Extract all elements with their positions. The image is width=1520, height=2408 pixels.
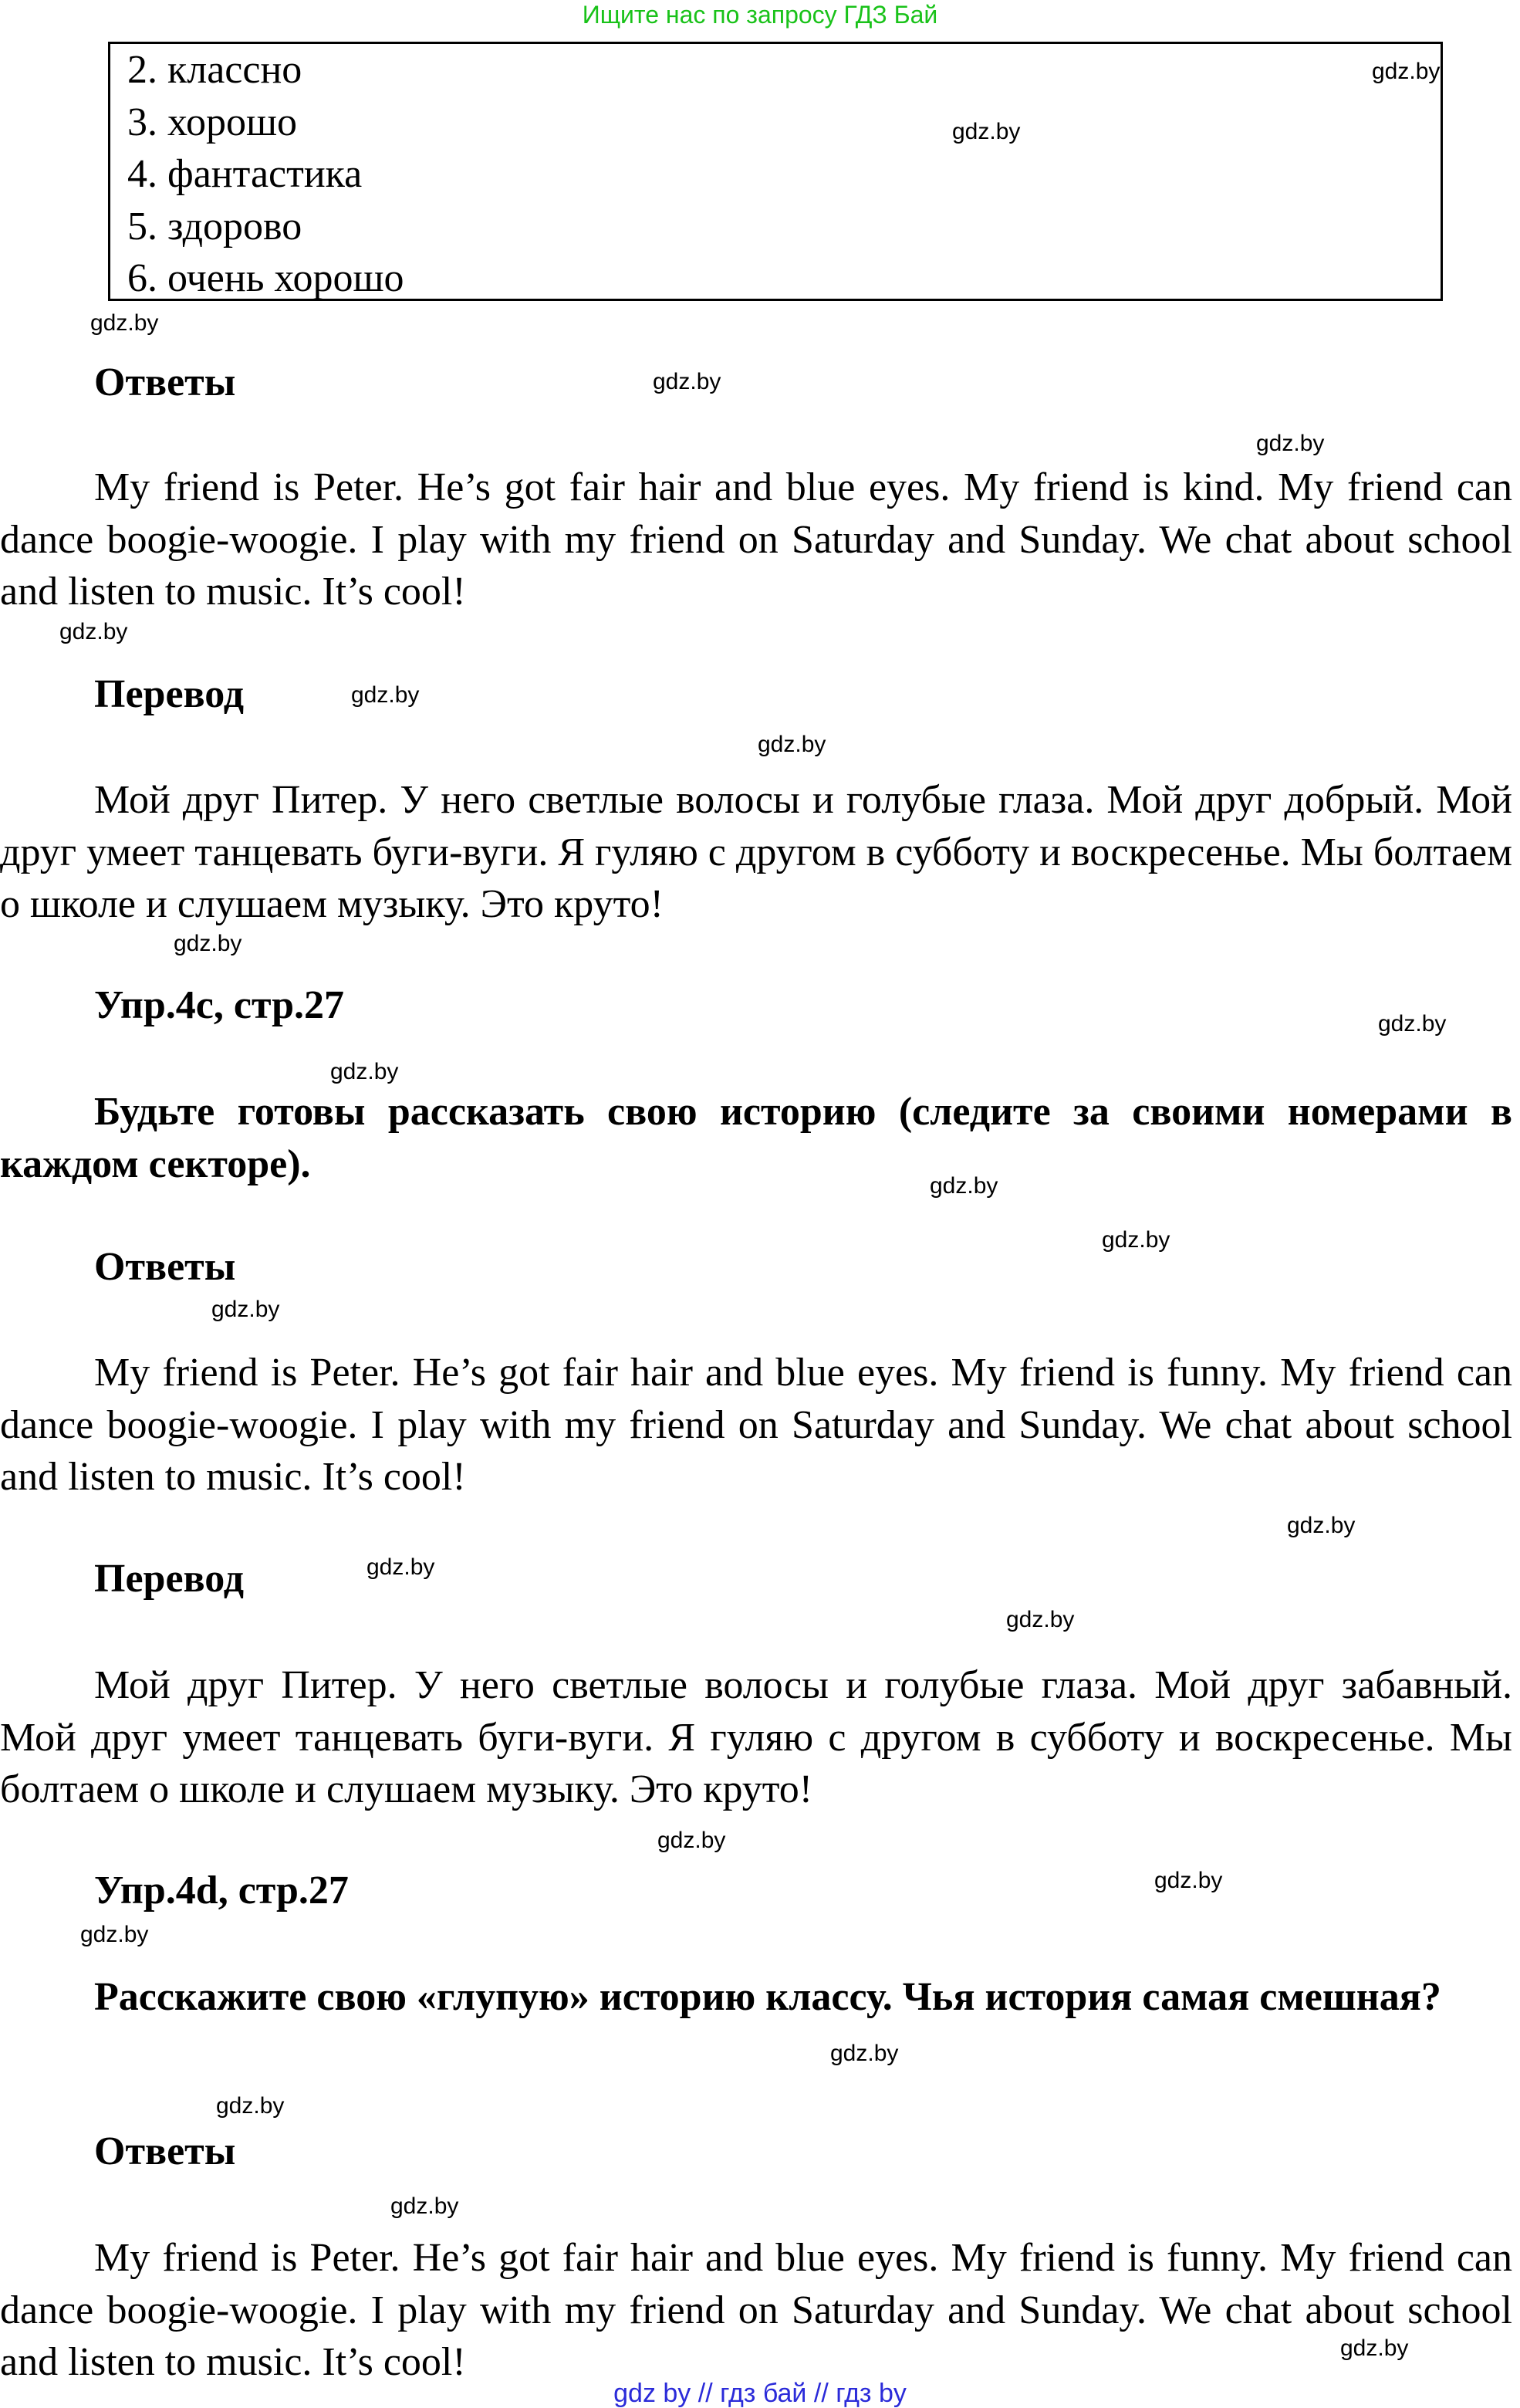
watermark: gdz.by bbox=[1340, 2335, 1409, 2361]
options-box bbox=[108, 42, 1443, 301]
watermark: gdz.by bbox=[930, 1173, 998, 1199]
watermark: gdz.by bbox=[90, 310, 159, 336]
answer-paragraph: My friend is Peter. He’s got fair hair and blue eyes. My friend is kind. My friend can dance boogie-woogie. I play with my friend on Saturday and Sunday. We chat about school and listen to music. It’s cool! bbox=[0, 465, 1512, 614]
watermark: gdz.by bbox=[830, 2041, 899, 2066]
translation-heading: Перевод bbox=[94, 1557, 245, 1601]
answers-heading: Ответы bbox=[94, 2129, 236, 2173]
top-banner: Ищите нас по запросу ГДЗ Бай bbox=[582, 1, 938, 29]
option-item: 6. очень хорошо bbox=[127, 256, 404, 300]
watermark: gdz.by bbox=[211, 1297, 280, 1322]
translation-heading: Перевод bbox=[94, 672, 245, 716]
exercise-4c-heading: Упр.4c, стр.27 bbox=[94, 983, 345, 1027]
watermark: gdz.by bbox=[330, 1059, 399, 1084]
option-item: 2. классно bbox=[127, 48, 302, 92]
watermark: gdz.by bbox=[1006, 1607, 1075, 1632]
translation-paragraph: Мой друг Питер. У него светлые волосы и голубые глаза. Мой друг добрый. Мой друг умеет танцевать буги-вуги. Я гуляю с другом в субботу и воскресенье. Мы болтаем о школе и слушаем музыку. Это круто! bbox=[0, 778, 1512, 926]
answers-heading: Ответы bbox=[94, 360, 236, 404]
watermark: gdz.by bbox=[366, 1554, 435, 1580]
exercise-4d-heading: Упр.4d, стр.27 bbox=[94, 1869, 349, 1913]
watermark: gdz.by bbox=[1378, 1011, 1447, 1037]
watermark: gdz.by bbox=[80, 1922, 149, 1947]
translation-paragraph: Мой друг Питер. У него светлые волосы и голубые глаза. Мой друг забавный. Мой друг умеет танцевать буги-вуги. Я гуляю с другом в субботу и воскресенье. Мы болтаем о школе и слушаем музыку. Это круто! bbox=[0, 1663, 1512, 1811]
footer-links: gdz by // гдз бай // гдз by bbox=[613, 2379, 907, 2408]
watermark: gdz.by bbox=[657, 1828, 726, 1853]
watermark: gdz.by bbox=[758, 732, 826, 757]
answer-paragraph: My friend is Peter. He’s got fair hair and blue eyes. My friend is funny. My friend can dance boogie-woogie. I play with my friend on Saturday and Sunday. We chat about school and listen to music. It’s cool! bbox=[0, 1351, 1512, 1499]
watermark: gdz.by bbox=[1287, 1513, 1356, 1538]
answer-paragraph: My friend is Peter. He’s got fair hair and blue eyes. My friend is funny. My friend can dance boogie-woogie. I play with my friend on Saturday and Sunday. We chat about school and listen to music. It’s cool! bbox=[0, 2236, 1512, 2384]
watermark: gdz.by bbox=[1154, 1868, 1223, 1893]
option-item: 5. здорово bbox=[127, 205, 302, 249]
watermark: gdz.by bbox=[216, 2093, 285, 2119]
watermark: gdz.by bbox=[653, 369, 721, 394]
watermark: gdz.by bbox=[59, 619, 128, 644]
watermark: gdz.by bbox=[1256, 431, 1325, 456]
exercise-4c-task: Будьте готовы рассказать свою историю (следите за своими номерами в каждом секторе). bbox=[0, 1090, 1512, 1186]
watermark: gdz.by bbox=[351, 682, 420, 708]
watermark: gdz.by bbox=[390, 2193, 459, 2219]
watermark: gdz.by bbox=[1372, 59, 1441, 84]
watermark: gdz.by bbox=[174, 931, 242, 956]
answers-heading: Ответы bbox=[94, 1245, 236, 1289]
exercise-4d-task: Расскажите свою «глупую» историю классу. Чья история самая смешная? bbox=[94, 1975, 1441, 2019]
watermark: gdz.by bbox=[952, 119, 1021, 144]
watermark: gdz.by bbox=[1102, 1227, 1170, 1253]
option-item: 4. фантастика bbox=[127, 152, 363, 196]
option-item: 3. хорошо bbox=[127, 100, 298, 144]
